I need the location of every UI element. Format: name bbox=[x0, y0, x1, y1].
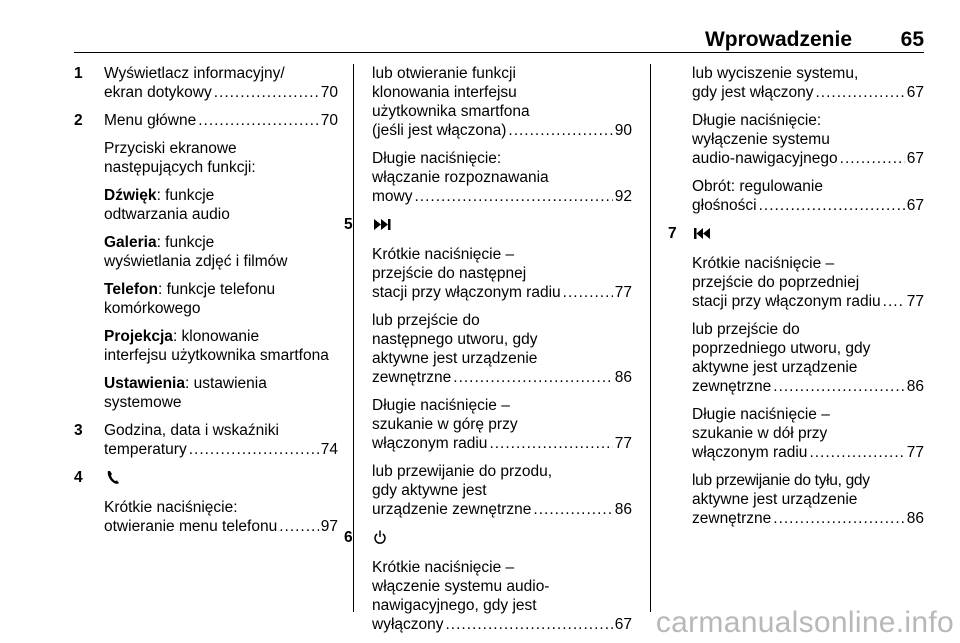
entry-power-on: Krótkie naciśnięcie – włączenie systemu audio- nawigacyjnego, gdy jest wyłączony ..... 67 bbox=[372, 558, 632, 634]
page-ref[interactable]: 67 bbox=[614, 616, 632, 633]
page-title: Wprowadzenie bbox=[704, 28, 852, 51]
item-number: 7 bbox=[668, 225, 677, 242]
toc-entry: zewnętrzne ..... 86 bbox=[372, 368, 632, 387]
toc-entry: zewnętrzne ..... 86 bbox=[692, 377, 924, 396]
toc-entry: włączonym radiu ..... 77 bbox=[692, 443, 924, 462]
entry-seek-down: Długie naciśnięcie – szukanie w dół przy włączonym radiu ..... 77 bbox=[668, 405, 924, 462]
next-track-icon bbox=[372, 215, 394, 234]
watermark: carmanualsonline.info bbox=[655, 606, 954, 639]
entry-seek-up: Długie naciśnięcie – szukanie w górę przy włączonym radiu ..... 77 bbox=[372, 396, 632, 453]
toc-entry: ekran dotykowy ..... 70 bbox=[104, 83, 338, 102]
item-number: 4 bbox=[74, 469, 83, 486]
column-1 bbox=[74, 64, 338, 545]
function-ustawienia: Ustawienia: ustawienia systemowe bbox=[104, 375, 267, 411]
item-number: 3 bbox=[74, 422, 83, 439]
entry-next-track: lub przejście do następnego utworu, gdy aktywne jest urządzenie zewnętrzne ..... 86 bbox=[372, 311, 632, 387]
page-ref[interactable]: 67 bbox=[906, 84, 924, 101]
previous-track-icon bbox=[692, 224, 714, 243]
toc-entry: mowy ..... 92 bbox=[372, 187, 632, 206]
page-ref[interactable]: 67 bbox=[906, 150, 924, 167]
phone-icon bbox=[104, 468, 126, 487]
toc-entry: Menu główne ..... 70 bbox=[104, 111, 338, 130]
page-ref[interactable]: 92 bbox=[614, 188, 632, 205]
toc-entry: temperatury ..... 74 bbox=[104, 440, 338, 459]
entry-mute: lub wyciszenie systemu, gdy jest włączony ..... 67 bbox=[668, 64, 924, 102]
entry-fast-forward: lub przewijanie do przodu, gdy aktywne jest urządzenie zewnętrzne ..... 86 bbox=[372, 462, 632, 519]
page-ref[interactable]: 86 bbox=[614, 501, 632, 518]
list-item-4 bbox=[74, 468, 338, 489]
power-icon bbox=[372, 528, 394, 547]
item-number: 6 bbox=[344, 529, 353, 546]
page-ref[interactable]: 74 bbox=[320, 441, 338, 458]
column-divider-2 bbox=[650, 64, 651, 612]
function-telefon: Telefon: funkcje telefonu komórkowego bbox=[104, 281, 276, 317]
column-3 bbox=[668, 64, 924, 537]
item-number: 2 bbox=[74, 112, 83, 129]
page-ref[interactable]: 67 bbox=[906, 197, 924, 214]
list-item-2 bbox=[74, 111, 338, 130]
header-rule bbox=[74, 52, 924, 53]
list-item-6 bbox=[344, 528, 632, 549]
page-ref[interactable]: 70 bbox=[320, 112, 338, 129]
item-number: 1 bbox=[74, 65, 83, 82]
toc-entry: włączonym radiu ..... 77 bbox=[372, 434, 632, 453]
entry-power-off: Długie naciśnięcie: wyłączenie systemu audio-nawigacyjnego ..... 67 bbox=[668, 111, 924, 168]
entry-previous-track: lub przejście do poprzedniego utworu, gdy aktywne jest urządzenie zewnętrzne ..... 86 bbox=[668, 320, 924, 396]
page-ref[interactable]: 86 bbox=[906, 378, 924, 395]
function-dzwiek: Dźwięk: funkcje odtwarzania audio bbox=[104, 187, 230, 223]
toc-entry: (jeśli jest włączona) ..... 90 bbox=[372, 121, 632, 140]
page-ref[interactable]: 90 bbox=[614, 122, 632, 139]
item-number: 5 bbox=[344, 216, 353, 233]
page-ref[interactable]: 77 bbox=[906, 293, 924, 310]
page-ref[interactable]: 86 bbox=[906, 510, 924, 527]
page-ref[interactable]: 77 bbox=[614, 284, 632, 301]
entry-smartphone-clone: lub otwieranie funkcji klonowania interfejsu użytkownika smartfona (jeśli jest włączona) ..... 90 bbox=[372, 64, 632, 140]
toc-entry: otwieranie menu telefonu ..... 97 bbox=[104, 517, 338, 536]
page-ref[interactable]: 77 bbox=[906, 444, 924, 461]
toc-entry: audio-nawigacyjnego ..... 67 bbox=[692, 149, 924, 168]
page-ref[interactable]: 70 bbox=[320, 84, 338, 101]
list-item-1 bbox=[74, 64, 338, 102]
toc-entry: gdy jest włączony ..... 67 bbox=[692, 83, 924, 102]
toc-entry: stacji przy włączonym radiu ..... 77 bbox=[372, 283, 632, 302]
intro-text: Przyciski ekranowe następujących funkcji: bbox=[104, 140, 256, 176]
page-number: 65 bbox=[900, 28, 924, 51]
list-item-5 bbox=[344, 215, 632, 236]
toc-entry: stacji przy włączonym radiu ..... 77 bbox=[692, 292, 924, 311]
toc-entry: wyłączony ..... 67 bbox=[372, 615, 632, 634]
item-text: Wyświetlacz informacyjny/ bbox=[104, 65, 285, 82]
column-2 bbox=[344, 64, 632, 643]
entry-voice-recognition: Długie naciśnięcie: włączanie rozpoznawania mowy ..... 92 bbox=[372, 149, 632, 206]
function-galeria: Galeria: funkcje wyświetlania zdjęć i filmów bbox=[104, 234, 288, 270]
entry-next-station: Krótkie naciśnięcie – przejście do następnej stacji przy włączonym radiu ..... 77 bbox=[372, 245, 632, 302]
toc-entry: zewnętrzne ..... 86 bbox=[692, 509, 924, 528]
page-ref[interactable]: 97 bbox=[320, 518, 338, 535]
list-item-3: 3 Godzina, data i wskaźniki temperatury ..... 74 bbox=[74, 421, 338, 459]
phone-description: Krótkie naciśnięcie: otwieranie menu telefonu ..... 97 bbox=[74, 498, 338, 536]
toc-entry: głośności ..... 67 bbox=[692, 196, 924, 215]
entry-rewind: lub przewijanie do tyłu, gdy aktywne jest urządzenie zewnętrzne ..... 86 bbox=[668, 471, 924, 528]
function-projekcja: Projekcja: klonowanie interfejsu użytkownika smartfona bbox=[104, 328, 329, 364]
list-item-7 bbox=[668, 224, 924, 245]
page-header bbox=[74, 0, 924, 51]
entry-volume: Obrót: regulowanie głośności ..... 67 bbox=[668, 177, 924, 215]
toc-entry: urządzenie zewnętrzne ..... 86 bbox=[372, 500, 632, 519]
page-ref[interactable]: 77 bbox=[614, 435, 632, 452]
page-ref[interactable]: 86 bbox=[614, 369, 632, 386]
entry-previous-station: Krótkie naciśnięcie – przejście do poprzedniej stacji przy włączonym radiu ..... 77 bbox=[668, 254, 924, 311]
